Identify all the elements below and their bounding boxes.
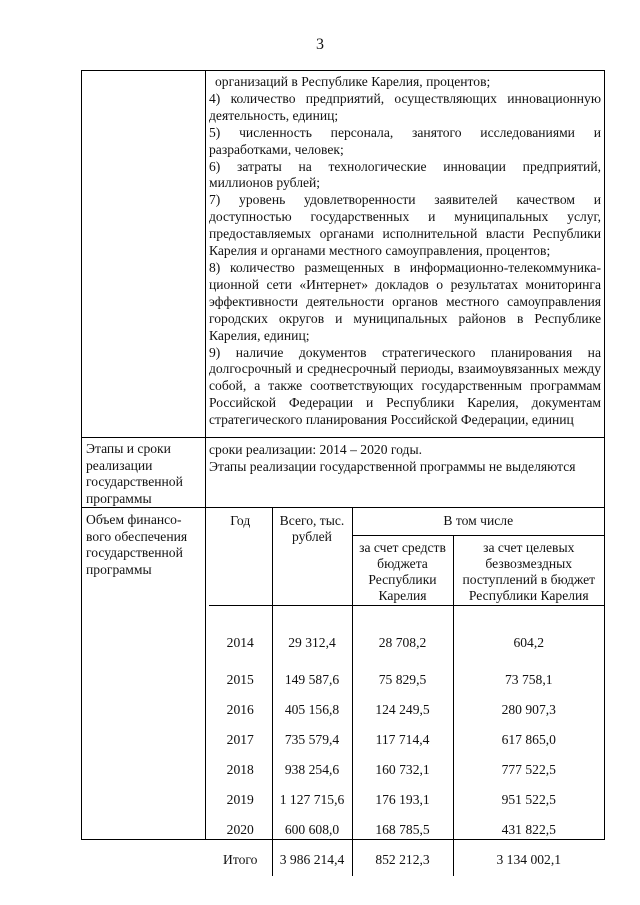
cell-grants: 951 522,5	[501, 792, 556, 808]
finance-label: Объем финансо-вого обеспечения государственной программы	[86, 512, 188, 577]
col-header-year: Год	[209, 507, 272, 605]
row-divider	[82, 437, 604, 438]
stages-period: сроки реализации: 2014 – 2020 годы.	[209, 442, 422, 457]
cell-total: 600 608,0	[272, 816, 352, 846]
cell-year: 2017	[209, 726, 272, 756]
passport-table	[81, 70, 605, 868]
indicator-item: 6) затраты на технологические инновации предприятий, миллионов рублей;	[209, 158, 601, 191]
finance-row	[209, 816, 604, 846]
cell-year: 2014	[209, 605, 272, 666]
cell-total: 3 986 214,4	[272, 846, 352, 876]
indicator-item: 8) количество размещенных в информационно-телекоммуника-ционной сети «Интернет» докладов о результатах мониторинга эффективности деятельности органов местного самоуправления городских округов и муниципальных районов в Республике Карелия, единиц;	[209, 259, 601, 343]
indicator-item: 7) уровень удовлетворенности заявителей качеством и доступностью государственных и муниципальных услуг, предоставляемых органами исполнительной власти Республики Карелия и органами местного самоуправления, процентов;	[209, 192, 601, 259]
finance-row	[209, 756, 604, 786]
cell-grants: 617 865,0	[501, 732, 556, 748]
finance-row	[209, 696, 604, 726]
cell-total: 1 127 715,6	[272, 786, 352, 816]
column-divider	[205, 71, 206, 839]
col-header-grants: за счет целевых безвозмездных поступлений в бюджет Республики Карелия	[453, 535, 604, 605]
cell-budget: 117 714,4	[352, 726, 453, 756]
indicator-item: организаций в Республике Карелия, процентов;	[215, 74, 491, 89]
cell-budget: 852 212,3	[352, 846, 453, 876]
finance-row	[209, 726, 604, 756]
cell-grants: 73 758,1	[504, 672, 553, 688]
finance-row	[209, 666, 604, 696]
finance-row	[209, 846, 604, 876]
stages-content	[209, 442, 601, 476]
cell-budget: 28 708,2	[352, 605, 453, 666]
col-header-total: Всего, тыс. рублей	[272, 507, 352, 605]
indicator-item: 5) численность персонала, занятого исследованиями и разработками, человек;	[209, 124, 601, 157]
indicators-list	[209, 74, 601, 429]
cell-total: 938 254,6	[272, 756, 352, 786]
cell-total: 29 312,4	[272, 605, 352, 666]
indicator-item: 9) наличие документов стратегического планирования на долгосрочный и среднесрочный периоды, взаимоувязанных между собой, а также соответствующих государственным программам Российской Федерации и Республики Карелия, документам стратегического планирования Российской Федерации, единиц	[209, 344, 601, 428]
cell-grants: 777 522,5	[501, 762, 556, 778]
finance-row	[209, 605, 604, 666]
cell-year: 2015	[209, 666, 272, 696]
cell-year: 2018	[209, 756, 272, 786]
finance-table	[209, 507, 604, 876]
stages-label: Этапы и сроки реализации государственной программы	[86, 441, 183, 506]
cell-grants: 431 822,5	[501, 822, 556, 838]
cell-total: 405 156,8	[272, 696, 352, 726]
page-number: 3	[316, 36, 324, 53]
cell-budget: 75 829,5	[352, 666, 453, 696]
cell-grants: 3 134 002,1	[496, 852, 562, 868]
cell-budget: 176 193,1	[352, 786, 453, 816]
cell-budget: 160 732,1	[352, 756, 453, 786]
cell-year: 2020	[209, 816, 272, 846]
cell-grants: 280 907,3	[501, 702, 556, 718]
cell-budget: 168 785,5	[352, 816, 453, 846]
finance-row	[209, 786, 604, 816]
stages-note: Этапы реализации государственной программы не выделяются	[209, 458, 576, 474]
col-header-including: В том числе	[352, 507, 604, 535]
cell-year: 2016	[209, 696, 272, 726]
cell-total: 149 587,6	[272, 666, 352, 696]
cell-grants: 604,2	[513, 635, 545, 651]
indicator-item: 4) количество предприятий, осуществляющих инновационную деятельность, единиц;	[209, 90, 601, 123]
cell-total: 735 579,4	[272, 726, 352, 756]
cell-year: Итого	[209, 846, 272, 876]
cell-budget: 124 249,5	[352, 696, 453, 726]
col-header-budget: за счет средств бюджета Республики Карелия	[352, 535, 453, 605]
cell-year: 2019	[209, 786, 272, 816]
